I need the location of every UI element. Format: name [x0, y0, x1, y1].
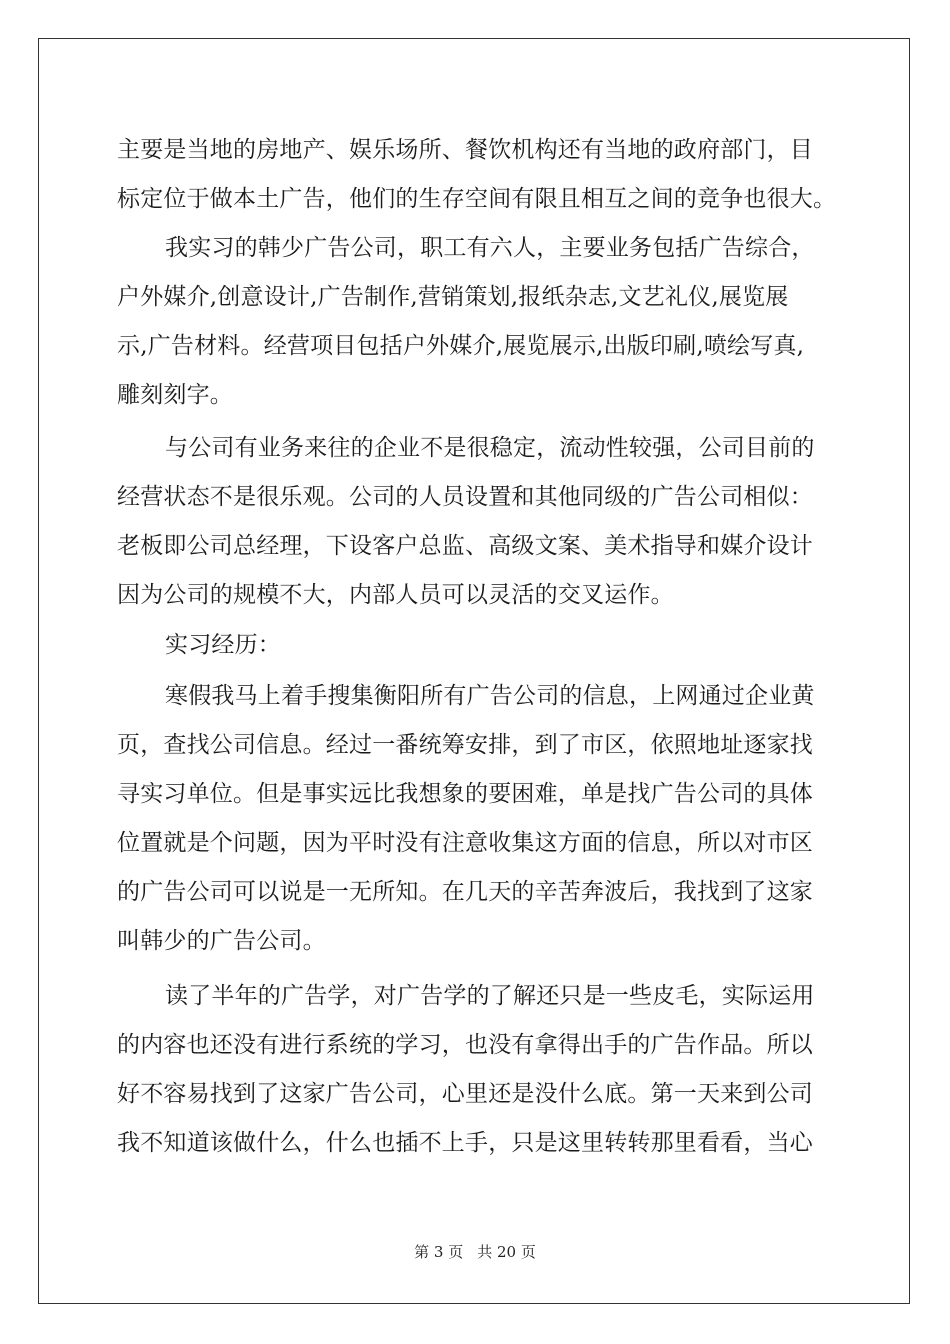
text-line: 示,广告材料。经营项目包括户外媒介,展览展示,出版印刷,喷绘写真,	[117, 333, 805, 359]
text-line: 主要是当地的房地产、娱乐场所、餐饮机构还有当地的政府部门，目	[117, 137, 813, 163]
text-line: 寒假我马上着手搜集衡阳所有广告公司的信息，上网通过企业黄	[165, 683, 815, 709]
text-line: 因为公司的规模不大，内部人员可以灵活的交叉运作。	[117, 582, 674, 608]
page-footer	[0, 1241, 950, 1262]
page-total: 共 20 页	[477, 1243, 536, 1261]
text-line: 叫韩少的广告公司。	[117, 928, 326, 954]
text-line: 与公司有业务来往的企业不是很稳定，流动性较强，公司目前的	[165, 435, 815, 461]
text-line: 老板即公司总经理，下设客户总监、高级文案、美术指导和媒介设计	[117, 533, 813, 559]
section-heading: 实习经历：	[165, 632, 281, 658]
text-line: 页，查找公司信息。经过一番统筹安排，到了市区，依照地址逐家找	[117, 732, 813, 758]
text-line: 位置就是个问题，因为平时没有注意收集这方面的信息，所以对市区	[117, 830, 813, 856]
text-line: 户外媒介,创意设计,广告制作,营销策划,报纸杂志,文艺礼仪,展览展	[117, 284, 789, 310]
text-line: 读了半年的广告学，对广告学的了解还只是一些皮毛，实际运用	[165, 983, 815, 1009]
text-line: 的内容也还没有进行系统的学习，也没有拿得出手的广告作品。所以	[117, 1032, 813, 1058]
text-line: 我不知道该做什么，什么也插不上手，只是这里转转那里看看，当心	[117, 1130, 813, 1156]
text-line: 寻实习单位。但是事实远比我想象的要困难，单是找广告公司的具体	[117, 781, 813, 807]
text-line: 好不容易找到了这家广告公司，心里还是没什么底。第一天来到公司	[117, 1081, 813, 1107]
text-line: 我实习的韩少广告公司，职工有六人，主要业务包括广告综合，	[165, 235, 815, 261]
text-line: 的广告公司可以说是一无所知。在几天的辛苦奔波后，我找到了这家	[117, 879, 813, 905]
page-number: 第 3 页	[414, 1243, 464, 1261]
text-line: 标定位于做本土广告，他们的生存空间有限且相互之间的竞争也很大。	[117, 186, 837, 212]
text-line: 雕刻刻字。	[117, 382, 233, 408]
text-line: 经营状态不是很乐观。公司的人员设置和其他同级的广告公司相似：	[117, 484, 813, 510]
